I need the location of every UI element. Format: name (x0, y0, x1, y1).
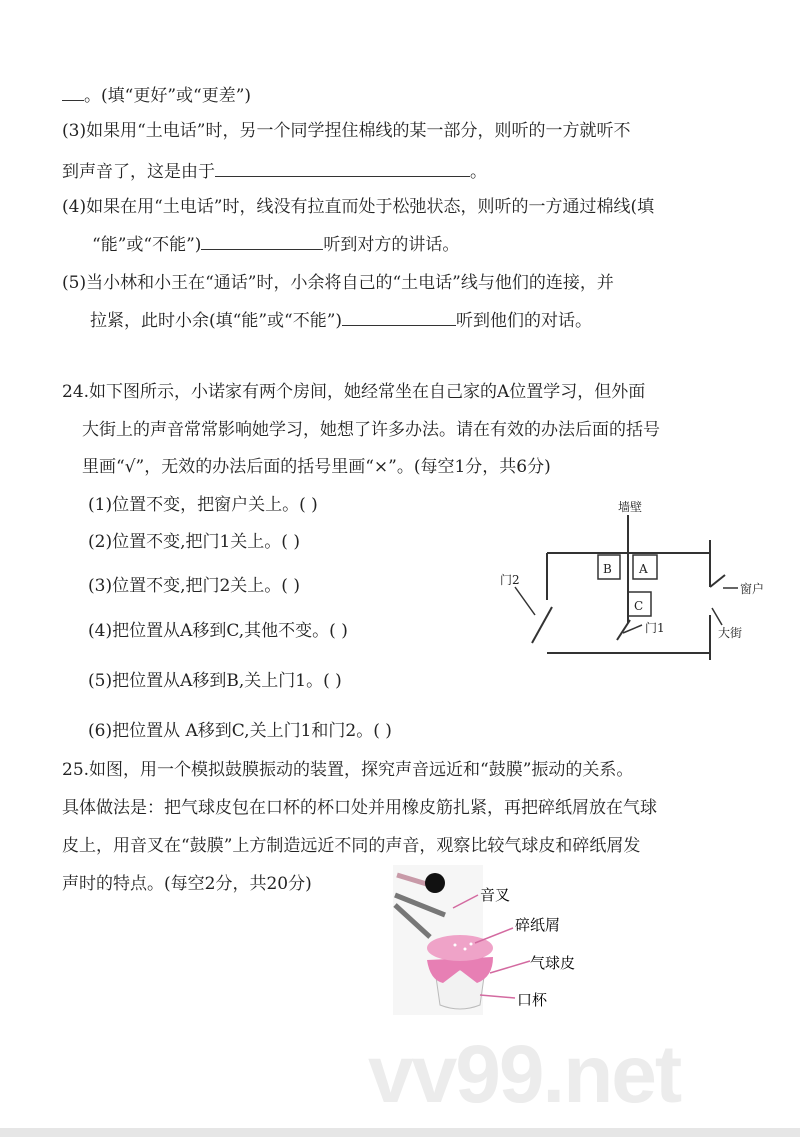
q24-item: (5)把位置从A移到B,关上门1。( ) (88, 671, 342, 691)
balloon-skin-label: 气球皮 (530, 954, 576, 972)
text: “能”或“不能”) (92, 235, 202, 255)
q23-line-a (62, 84, 251, 107)
window-label: 窗户 (740, 582, 765, 596)
q25-line3: 皮上，用音叉在“鼓膜”上方制造远近不同的声音，观察比较气球皮和碎纸屑发 (62, 836, 641, 856)
door2-label: 门2 (500, 573, 520, 587)
q23-p4-line1: (4)如果在用“土电话”时，线没有拉直而处于松弛状态，则听的一方通过棉线(填 (62, 197, 655, 217)
q24-item: (6)把位置从 A移到C,关上门1和门2。( ) (88, 721, 392, 741)
q24-line1: 24.如下图所示，小诺家有两个房间，她经常坐在自己家的A位置学习，但外面 (62, 382, 646, 402)
eardrum-model-figure (385, 865, 605, 1025)
q23-p4-line2 (92, 233, 459, 256)
answer-blank[interactable] (62, 84, 84, 101)
q24-item: (1)位置不变，把窗户关上。( ) (88, 495, 318, 515)
text: 拉紧，此时小余(填“能”或“不能”) (90, 311, 343, 331)
text: 听到对方的讲话。 (323, 235, 460, 255)
paper-scraps-label: 碎纸屑 (515, 916, 561, 934)
q24-line2: 大街上的声音常常影响她学习，她想了许多办法。请在有效的办法后面的括号 (82, 420, 660, 440)
text: 。 (470, 162, 487, 182)
tuning-fork-label: 音叉 (480, 886, 511, 904)
text: 听到他们的对话。 (456, 311, 593, 331)
position-a-label: A (639, 562, 648, 576)
q23-p3-line2 (62, 160, 487, 183)
q25-line1: 25.如图，用一个模拟鼓膜振动的装置，探究声音远近和“鼓膜”振动的关系。 (62, 760, 634, 780)
text: 。(填“更好”或“更差”) (84, 86, 252, 106)
position-b-label: B (603, 562, 612, 576)
answer-blank[interactable] (342, 309, 456, 326)
text: 到声音了，这是由于 (62, 162, 215, 182)
q25-line2: 具体做法是：把气球皮包在口杯的杯口处并用橡皮筋扎紧，再把碎纸屑放在气球 (62, 798, 657, 818)
wall-label: 墙壁 (618, 500, 643, 514)
q24-item: (2)位置不变,把门1关上。( ) (88, 532, 300, 552)
q23-p3-line1: (3)如果用“土电话”时，另一个同学捏住棉线的某一部分，则听的一方就听不 (62, 121, 631, 141)
answer-blank[interactable] (201, 233, 323, 250)
q23-p5-line2 (90, 309, 592, 332)
position-c-label: C (634, 599, 644, 613)
answer-blank[interactable] (215, 160, 470, 177)
q24-item: (3)位置不变,把门2关上。( ) (88, 576, 300, 596)
q25-line4: 声时的特点。(每空2分，共20分) (62, 874, 312, 894)
q24-item: (4)把位置从A移到C,其他不变。( ) (88, 621, 348, 641)
q24-line3: 里画“√”，无效的办法后面的括号里画“×”。(每空1分，共6分) (82, 457, 551, 477)
door1-label: 门1 (645, 621, 665, 635)
cup-label: 口杯 (517, 991, 548, 1009)
page-bottom-edge (0, 1128, 800, 1137)
street-label: 大街 (718, 626, 743, 640)
room-floor-plan-diagram (480, 495, 770, 665)
q23-p5-line1: (5)当小林和小王在“通话”时，小余将自己的“土电话”线与他们的连接，并 (62, 273, 614, 293)
watermark: vv99.net (368, 1029, 681, 1120)
